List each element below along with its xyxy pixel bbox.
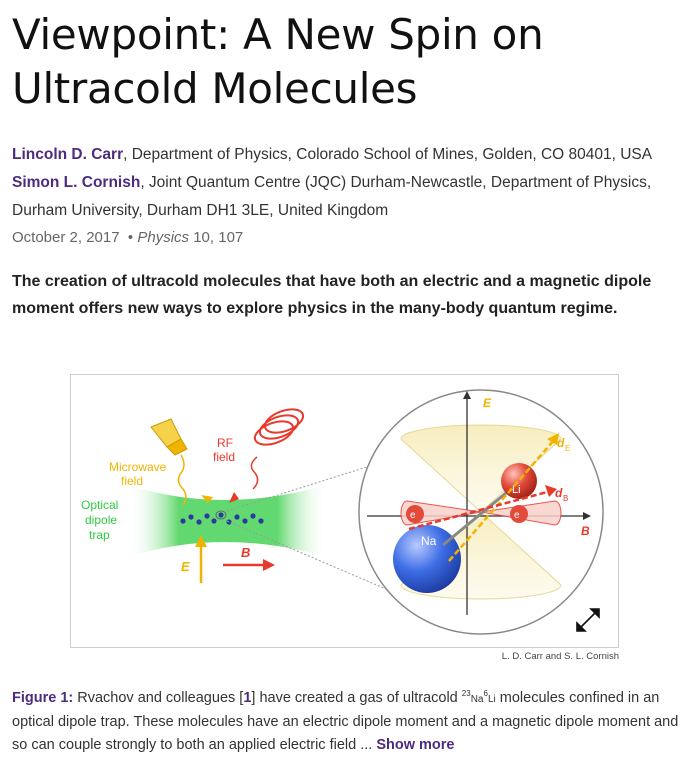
trap-label: trap xyxy=(89,528,110,542)
expand-icon[interactable] xyxy=(577,609,599,631)
optical-label: Optical xyxy=(81,498,119,512)
author-entry xyxy=(12,169,692,225)
figure-credit: L. D. Carr and S. L. Cornish xyxy=(501,651,619,662)
applied-b-field-arrow xyxy=(223,545,275,571)
electron-right-label: e xyxy=(514,510,520,521)
author-link-carr[interactable]: Lincoln D. Carr xyxy=(12,146,124,163)
applied-e-label: E xyxy=(181,559,190,574)
title-line-2: Ultracold Molecules xyxy=(12,64,418,113)
journal-citation: 10, 107 xyxy=(189,229,244,246)
element-li: Li xyxy=(487,693,496,705)
figure-illustration xyxy=(71,375,620,649)
isotope-na: 23 xyxy=(461,689,471,698)
article-title xyxy=(12,8,692,116)
journal-name: Physics xyxy=(137,229,190,246)
figure-caption xyxy=(12,682,688,757)
reference-link[interactable]: 1 xyxy=(243,689,252,706)
caption-label: Figure 1: xyxy=(12,689,74,706)
db-label: d xyxy=(555,486,563,500)
de-subscript: E xyxy=(565,444,571,453)
sodium-label: Na xyxy=(421,534,437,548)
electron-left-label: e xyxy=(410,510,416,521)
show-more-link[interactable]: Show more xyxy=(376,736,455,753)
caption-text-2: ] have created a gas of ultracold xyxy=(251,689,462,706)
db-subscript: B xyxy=(563,494,569,503)
rf-field-label: field xyxy=(213,450,236,464)
microwave-label: Microwave xyxy=(109,460,167,474)
de-label: d xyxy=(557,436,565,450)
caption-text-1: Rvachov and colleagues [ xyxy=(73,689,244,706)
lithium-label: Li xyxy=(512,484,521,496)
rf-label: RF xyxy=(217,436,233,450)
rf-coil-icon xyxy=(229,405,306,503)
publication-date: October 2, 2017 xyxy=(12,229,120,246)
figure-image[interactable] xyxy=(70,374,619,648)
publication-meta xyxy=(12,229,243,246)
abstract: The creation of ultracold molecules that have both an electric and a magnetic dipole moment offers new ways to explore physics in the many-body quantum regime. xyxy=(12,273,652,317)
dipole-label: dipole xyxy=(85,513,118,527)
caption-text-3: molecules confined in an optical dipole trap. These molecules have an electric dipole moment and a magnetic dipole moment and so can couple strongly to both an applied electric field ... xyxy=(12,689,679,753)
author-affiliation: , Joint Quantum Centre (JQC) Durham-Newcastle, Department of Physics, Durham University, Durham DH1 3LE, United Kingdom xyxy=(12,174,652,219)
microwave-field-label: field xyxy=(121,474,144,488)
element-na: Na xyxy=(470,693,484,705)
isotope-li: 6 xyxy=(483,689,488,698)
title-line-1: Viewpoint: A New Spin on xyxy=(12,10,544,59)
author-list xyxy=(12,141,692,225)
author-entry xyxy=(12,141,692,169)
applied-b-label: B xyxy=(241,545,251,560)
author-link-cornish[interactable]: Simon L. Cornish xyxy=(12,174,141,191)
author-affiliation: , Department of Physics, Colorado School of Mines, Golden, CO 80401, USA xyxy=(123,146,653,163)
meta-separator: • xyxy=(127,229,134,246)
axis-e-label: E xyxy=(483,396,492,410)
axis-b-label: B xyxy=(581,524,590,538)
